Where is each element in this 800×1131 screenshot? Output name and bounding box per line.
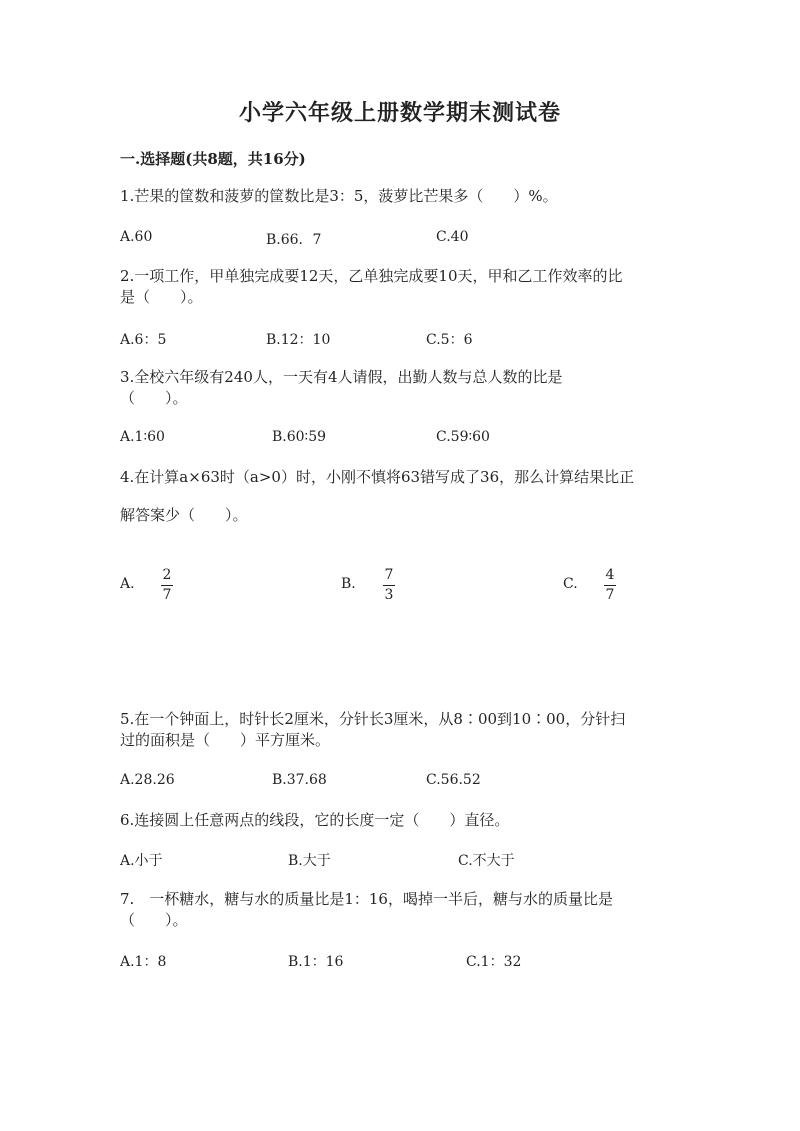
fraction-bar [161,585,173,586]
q4-option-b-denominator: 3 [384,587,394,603]
question-4-cont [120,505,248,526]
q4-option-b-label: B. [341,576,356,592]
question-1 [120,186,558,207]
q1-option-a: A.60 [120,229,153,245]
page-title: 小学六年级上册数学期末测试卷 [238,100,561,126]
q3-option-c: C.59∶60 [436,429,490,445]
q6-option-c: C.不大于 [458,853,515,869]
q4-option-c-denominator: 7 [605,587,615,603]
question-2-line-1: 2.一项工作，甲单独完成要12天，乙单独完成要10天，甲和乙工作效率的比 [120,267,623,285]
q3-option-b: B.60∶59 [272,429,327,445]
question-7-line-2: （ ）。 [120,911,188,929]
q5-option-c: C.56.52 [426,772,481,788]
q4-option-a-fraction [160,568,174,603]
question-2-line-2: 是（ ）。 [120,288,203,306]
q7-option-c: C.1：32 [466,954,522,970]
question-6 [120,810,509,831]
question-3 [120,367,563,409]
q4-option-c-numerator: 4 [605,567,615,583]
question-4 [120,467,634,488]
q4-option-b-fraction [382,568,396,603]
q3-option-a: A.1∶60 [120,429,165,445]
question-2 [120,266,623,308]
q4-option-a-label: A. [120,576,135,592]
question-5 [120,709,625,751]
q7-option-b: B.1：16 [288,954,344,970]
q2-option-c: C.5：6 [426,332,473,348]
q4-option-b-numerator: 7 [384,567,394,583]
question-3-line-1: 3.全校六年级有240人，一天有4人请假，出勤人数与总人数的比是 [120,368,563,386]
section-heading: 一.选择题(共8题，共16分) [120,150,306,168]
q1-option-b: B.66．7 [266,232,322,248]
question-4-line-1: 4.在计算a×63时（a>0）时，小刚不慎将63错写成了36，那么计算结果比正 [120,468,635,486]
q7-option-a: A.1：8 [120,954,167,970]
q2-option-b: B.12：10 [266,332,331,348]
question-5-line-2: 过的面积是（ ）平方厘米。 [120,731,331,749]
fraction-bar [383,585,395,586]
q6-option-a: A.小于 [120,853,163,869]
question-7 [120,889,613,931]
question-5-line-1: 5.在一个钟面上，时针长2厘米，分针长3厘米，从8∶00到10∶00，分针扫 [120,710,626,728]
q6-option-b: B.大于 [288,853,331,869]
q5-option-a: A.28.26 [120,772,175,788]
q2-option-a: A.6：5 [120,332,167,348]
question-6-line-1: 6.连接圆上任意两点的线段，它的长度一定（ ）直径。 [120,811,510,829]
question-3-line-2: （ ）。 [120,389,188,407]
q4-option-a-numerator: 2 [162,567,172,583]
fraction-bar [604,585,616,586]
q5-option-b: B.37.68 [272,772,327,788]
question-1-line-1: 1.芒果的筐数和菠萝的筐数比是3：5，菠萝比芒果多（ ）%。 [120,187,558,205]
question-7-line-1: 7. 一杯糖水，糖与水的质量比是1：16，喝掉一半后，糖与水的质量比是 [120,890,613,908]
question-4-line-2: 解答案少（ ）。 [120,506,248,524]
q1-option-c: C.40 [436,229,469,245]
q4-option-c-fraction [603,568,617,603]
q4-option-c-label: C. [563,576,578,592]
q4-option-a-denominator: 7 [162,587,172,603]
